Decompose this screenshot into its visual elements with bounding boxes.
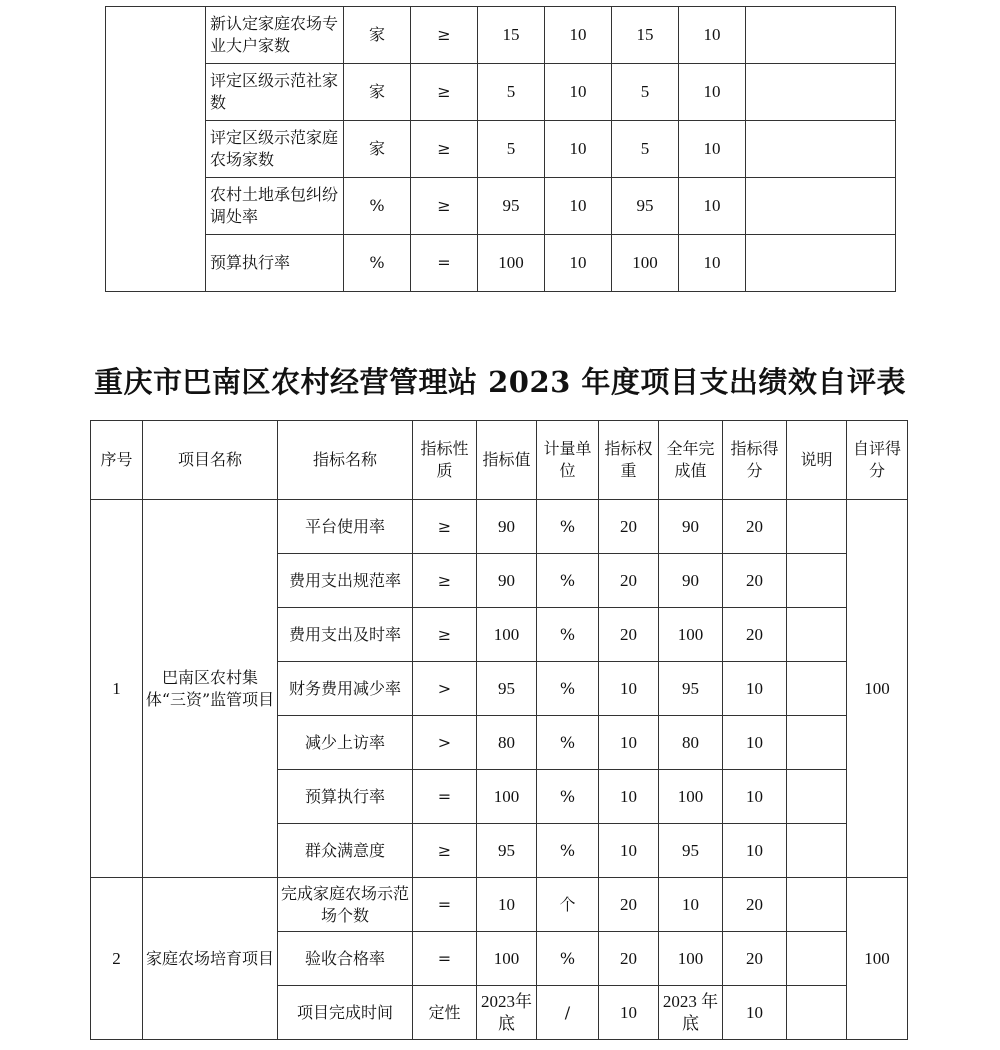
weight-cell: 20 — [599, 554, 659, 608]
note-cell — [746, 64, 896, 121]
note-cell — [787, 770, 847, 824]
weight-cell: 10 — [599, 824, 659, 878]
target-cell: 95 — [477, 824, 537, 878]
target-cell: 100 — [477, 608, 537, 662]
header-cell: 项目名称 — [143, 421, 278, 500]
unit-cell: % — [537, 770, 599, 824]
actual-cell: 5 — [612, 121, 679, 178]
unit-cell: % — [537, 662, 599, 716]
header-cell: 自评得分 — [847, 421, 908, 500]
actual-cell: 80 — [659, 716, 723, 770]
operator-cell: > — [413, 662, 477, 716]
score-cell: 20 — [723, 878, 787, 932]
score-cell: 10 — [723, 986, 787, 1040]
indicator-name: 费用支出及时率 — [278, 608, 413, 662]
weight-cell: 10 — [599, 662, 659, 716]
unit-cell: 家 — [344, 7, 411, 64]
score-cell: 10 — [723, 770, 787, 824]
operator-cell: 定性 — [413, 986, 477, 1040]
score-cell: 20 — [723, 554, 787, 608]
operator-cell: = — [413, 932, 477, 986]
target-cell: 2023年底 — [477, 986, 537, 1040]
header-cell: 指标权重 — [599, 421, 659, 500]
target-cell: 5 — [478, 121, 545, 178]
note-cell — [787, 500, 847, 554]
actual-cell: 10 — [659, 878, 723, 932]
operator-cell: ≥ — [411, 121, 478, 178]
note-cell — [787, 554, 847, 608]
indicator-name: 新认定家庭农场专业大户家数 — [206, 7, 344, 64]
indicator-name: 项目完成时间 — [278, 986, 413, 1040]
actual-cell: 95 — [659, 824, 723, 878]
operator-cell: ≥ — [413, 554, 477, 608]
actual-cell: 100 — [659, 932, 723, 986]
weight-cell: 10 — [599, 770, 659, 824]
operator-cell: ≥ — [413, 500, 477, 554]
header-cell: 序号 — [91, 421, 143, 500]
score-cell: 10 — [723, 662, 787, 716]
note-cell — [746, 178, 896, 235]
target-cell: 90 — [477, 500, 537, 554]
actual-cell: 90 — [659, 554, 723, 608]
weight-cell: 10 — [545, 64, 612, 121]
table-row — [91, 500, 908, 554]
indicator-name: 费用支出规范率 — [278, 554, 413, 608]
operator-cell: ≥ — [413, 608, 477, 662]
note-cell — [746, 235, 896, 292]
unit-cell: % — [344, 235, 411, 292]
actual-cell: 100 — [659, 608, 723, 662]
header-cell: 指标名称 — [278, 421, 413, 500]
header-cell: 指标性质 — [413, 421, 477, 500]
target-cell: 80 — [477, 716, 537, 770]
indicator-name: 验收合格率 — [278, 932, 413, 986]
unit-cell: % — [537, 932, 599, 986]
note-cell — [787, 716, 847, 770]
indicator-name: 平台使用率 — [278, 500, 413, 554]
header-cell: 指标值 — [477, 421, 537, 500]
header-cell: 计量单位 — [537, 421, 599, 500]
table-row — [91, 878, 908, 932]
operator-cell: = — [411, 235, 478, 292]
target-cell: 5 — [478, 64, 545, 121]
unit-cell: % — [537, 824, 599, 878]
score-cell: 10 — [679, 7, 746, 64]
header-cell: 说明 — [787, 421, 847, 500]
indicator-name: 财务费用减少率 — [278, 662, 413, 716]
note-cell — [787, 986, 847, 1040]
project-number: 1 — [91, 500, 143, 878]
indicator-name: 农村土地承包纠纷调处率 — [206, 178, 344, 235]
operator-cell: ≥ — [411, 64, 478, 121]
note-cell — [787, 662, 847, 716]
weight-cell: 20 — [599, 932, 659, 986]
operator-cell: = — [413, 878, 477, 932]
actual-cell: 95 — [659, 662, 723, 716]
weight-cell: 10 — [545, 235, 612, 292]
unit-cell: 家 — [344, 64, 411, 121]
weight-cell: 10 — [545, 121, 612, 178]
unit-cell: % — [537, 608, 599, 662]
header-cell: 全年完成值 — [659, 421, 723, 500]
unit-cell: % — [537, 500, 599, 554]
target-cell: 100 — [477, 932, 537, 986]
score-cell: 20 — [723, 500, 787, 554]
score-cell: 10 — [723, 716, 787, 770]
indicator-name: 群众满意度 — [278, 824, 413, 878]
score-cell: 10 — [679, 64, 746, 121]
note-cell — [746, 7, 896, 64]
table-row — [106, 7, 896, 64]
score-cell: 20 — [723, 932, 787, 986]
self-score: 100 — [847, 500, 908, 878]
score-cell: 10 — [679, 121, 746, 178]
indicator-name: 评定区级示范社家数 — [206, 64, 344, 121]
indicator-name: 完成家庭农场示范场个数 — [278, 878, 413, 932]
unit-cell: 个 — [537, 878, 599, 932]
target-cell: 95 — [478, 178, 545, 235]
target-cell: 100 — [478, 235, 545, 292]
top-indicator-table — [105, 6, 896, 292]
weight-cell: 10 — [599, 986, 659, 1040]
actual-cell: 2023 年底 — [659, 986, 723, 1040]
header-row — [91, 421, 908, 500]
score-cell: 10 — [723, 824, 787, 878]
weight-cell: 20 — [599, 608, 659, 662]
indicator-name: 预算执行率 — [206, 235, 344, 292]
actual-cell: 95 — [612, 178, 679, 235]
note-cell — [787, 824, 847, 878]
weight-cell: 10 — [545, 7, 612, 64]
unit-cell: / — [537, 986, 599, 1040]
project-name: 家庭农场培育项目 — [143, 878, 278, 1040]
weight-cell: 10 — [599, 716, 659, 770]
indicator-name: 预算执行率 — [278, 770, 413, 824]
table-row — [106, 121, 896, 178]
project-name: 巴南区农村集体“三资”监管项目 — [143, 500, 278, 878]
note-cell — [787, 608, 847, 662]
target-cell: 10 — [477, 878, 537, 932]
unit-cell: % — [537, 716, 599, 770]
weight-cell: 20 — [599, 500, 659, 554]
actual-cell: 90 — [659, 500, 723, 554]
score-cell: 10 — [679, 178, 746, 235]
actual-cell: 5 — [612, 64, 679, 121]
note-cell — [787, 932, 847, 986]
weight-cell: 10 — [545, 178, 612, 235]
unit-cell: % — [537, 554, 599, 608]
operator-cell: > — [413, 716, 477, 770]
project-number: 2 — [91, 878, 143, 1040]
target-cell: 90 — [477, 554, 537, 608]
performance-table — [90, 420, 908, 1040]
note-cell — [746, 121, 896, 178]
note-cell — [787, 878, 847, 932]
table-row — [106, 64, 896, 121]
target-cell: 15 — [478, 7, 545, 64]
table-row — [106, 178, 896, 235]
blank-cell — [106, 7, 206, 292]
operator-cell: ≥ — [411, 178, 478, 235]
target-cell: 95 — [477, 662, 537, 716]
weight-cell: 20 — [599, 878, 659, 932]
actual-cell: 15 — [612, 7, 679, 64]
score-cell: 20 — [723, 608, 787, 662]
operator-cell: ≥ — [411, 7, 478, 64]
unit-cell: 家 — [344, 121, 411, 178]
indicator-name: 减少上访率 — [278, 716, 413, 770]
page-title: 重庆市巴南区农村经营管理站 2023 年度项目支出绩效自评表 — [94, 365, 906, 399]
operator-cell: ≥ — [413, 824, 477, 878]
score-cell: 10 — [679, 235, 746, 292]
target-cell: 100 — [477, 770, 537, 824]
table-row — [106, 235, 896, 292]
unit-cell: % — [344, 178, 411, 235]
indicator-name: 评定区级示范家庭农场家数 — [206, 121, 344, 178]
self-score: 100 — [847, 878, 908, 1040]
actual-cell: 100 — [659, 770, 723, 824]
header-cell: 指标得分 — [723, 421, 787, 500]
operator-cell: = — [413, 770, 477, 824]
actual-cell: 100 — [612, 235, 679, 292]
